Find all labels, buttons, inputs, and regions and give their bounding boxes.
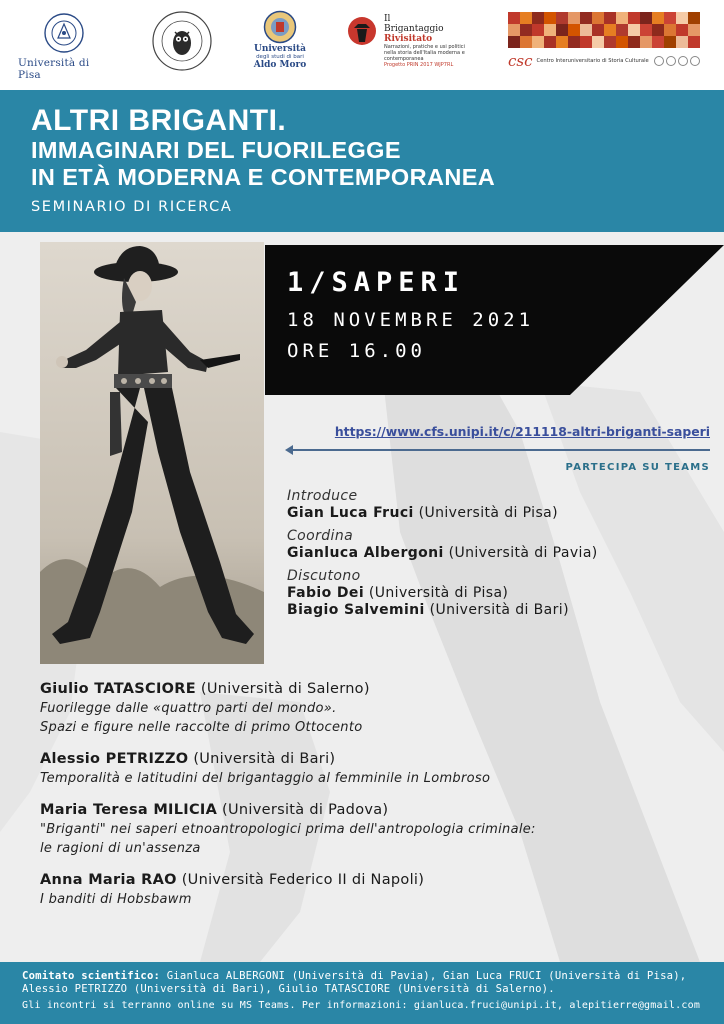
discussant-1: [287, 585, 707, 602]
link-area: [285, 424, 710, 473]
brig-logo-project: Progetto PRIN 2017 WJP7RL: [384, 62, 454, 68]
title-line-2: IMMAGINARI DEL FUORILEGGE: [31, 137, 401, 163]
talk-affiliation: (Università di Padova): [217, 802, 389, 818]
talk-title: le ragioni di un'assenza: [40, 841, 201, 856]
subtitle: SEMINARIO DI RICERCA: [31, 199, 233, 215]
main-title: ALTRI BRIGANTI.: [31, 104, 287, 137]
bari-seal-icon: [263, 10, 297, 44]
talk-title: Spazi e figure nelle raccolte di primo Ottocento: [40, 720, 363, 735]
discutono-label: Discutono: [287, 568, 361, 584]
committee-info: [22, 970, 706, 995]
talk-item: [40, 750, 700, 788]
introduce-label: Introduce: [287, 488, 358, 504]
brig-logo-title3: Rivisitato: [384, 34, 433, 44]
logo-bar: [0, 0, 724, 90]
csc-partner-seals: [654, 56, 700, 66]
introducer: [287, 505, 707, 522]
event-band: [265, 245, 724, 395]
talk-speaker: Maria Teresa MILICIA: [40, 802, 218, 818]
brig-logo-description: Narrazioni, pratiche e usi politici nella storia dell'Italia moderna e contemporanea: [384, 44, 465, 62]
university-of-bari-logo: [240, 10, 320, 70]
introducer-affiliation: (Università di Pisa): [413, 505, 558, 521]
event-url-link[interactable]: https://www.cfs.unipi.it/c/211118-altri-briganti-saperi: [334, 424, 710, 439]
coordinator-name: Gianluca Albergoni: [287, 545, 444, 561]
discussant-1-affiliation: (Università di Pisa): [364, 585, 509, 601]
discussant-2-name: Biagio Salvemini: [287, 602, 425, 618]
talk-affiliation: (Università di Bari): [188, 751, 336, 767]
talk-title: "Briganti" nei saperi etnoantropologici prima dell'antropologia criminale:: [40, 822, 536, 837]
csc-mosaic-banner: [508, 12, 700, 48]
event-date: 18 NOVEMBRE 2021: [287, 309, 535, 331]
bari-logo-line1: Università: [254, 44, 306, 54]
csc-name: Centro Interuniversitario di Storia Culturale: [536, 58, 649, 64]
talk-title: Fuorilegge dalle «quattro parti del mondo».: [40, 701, 337, 716]
talk-affiliation: (Università di Salerno): [195, 681, 370, 697]
talk-affiliation: (Università Federico II di Napoli): [176, 872, 425, 888]
talk-speaker: Anna Maria RAO: [40, 872, 177, 888]
title-band: [0, 90, 724, 232]
university-of-pisa-logo: [18, 12, 110, 81]
talk-item: [40, 680, 700, 737]
arrow-left-icon: [285, 445, 710, 455]
teams-label: PARTECIPA SU TEAMS: [565, 462, 710, 473]
session-title: 1/SAPERI: [287, 267, 466, 298]
department-logo: [150, 10, 214, 72]
title-line-3: IN ETÀ MODERNA E CONTEMPORANEA: [31, 164, 496, 190]
brigantaggio-figure-icon: [346, 14, 378, 48]
talk-item: [40, 871, 700, 909]
coordina-label: Coordina: [287, 528, 354, 544]
pisa-logo-caption: Università di Pisa: [18, 57, 90, 81]
discussant-1-name: Fabio Dei: [287, 585, 365, 601]
committee-label: Comitato scientifico:: [22, 970, 161, 982]
bari-logo-line3: Aldo Moro: [253, 60, 307, 70]
discussant-2: [287, 602, 707, 619]
csc-mark: csc: [508, 52, 533, 70]
event-time: ORE 16.00: [287, 340, 426, 362]
brig-logo-title1: Il: [384, 14, 391, 24]
bari-logo-line2: degli studi di bari: [256, 54, 304, 60]
brigantaggio-rivisitato-logo: [346, 14, 486, 68]
talk-title: I banditi di Hobsbawm: [40, 892, 192, 907]
roles-list: [287, 488, 707, 619]
introducer-name: Gian Luca Fruci: [287, 505, 414, 521]
csc-logo: [508, 12, 700, 70]
talk-speaker: Giulio TATASCIORE: [40, 681, 196, 697]
brig-logo-title2: Brigantaggio: [384, 24, 444, 34]
footer: [0, 962, 724, 1024]
discussant-2-affiliation: (Università di Bari): [424, 602, 569, 618]
coordinator-affiliation: (Università di Pavia): [443, 545, 598, 561]
talk-speaker: Alessio PETRIZZO: [40, 751, 189, 767]
talks-list: [40, 680, 700, 922]
talk-title: Temporalità e latitudini del brigantaggio al femminile in Lombroso: [40, 771, 491, 786]
owl-seal-icon: [151, 10, 213, 72]
outlaw-photo: [40, 242, 264, 664]
coordinator: [287, 545, 707, 562]
committee-text: Gianluca ALBERGONI (Università di Pavia), Gian Luca FRUCI (Università di Pisa), Alessio PETRIZZO (Università di Bari), Giulio TATASCIORE (Università di Salerno).: [22, 970, 687, 995]
talk-item: [40, 801, 700, 858]
pisa-seal-icon: [43, 12, 85, 54]
contact-info: Gli incontri si terranno online su MS Teams. Per informazioni: gianluca.fruci@unipi.it, alepitierre@gmail.com: [22, 1000, 701, 1011]
